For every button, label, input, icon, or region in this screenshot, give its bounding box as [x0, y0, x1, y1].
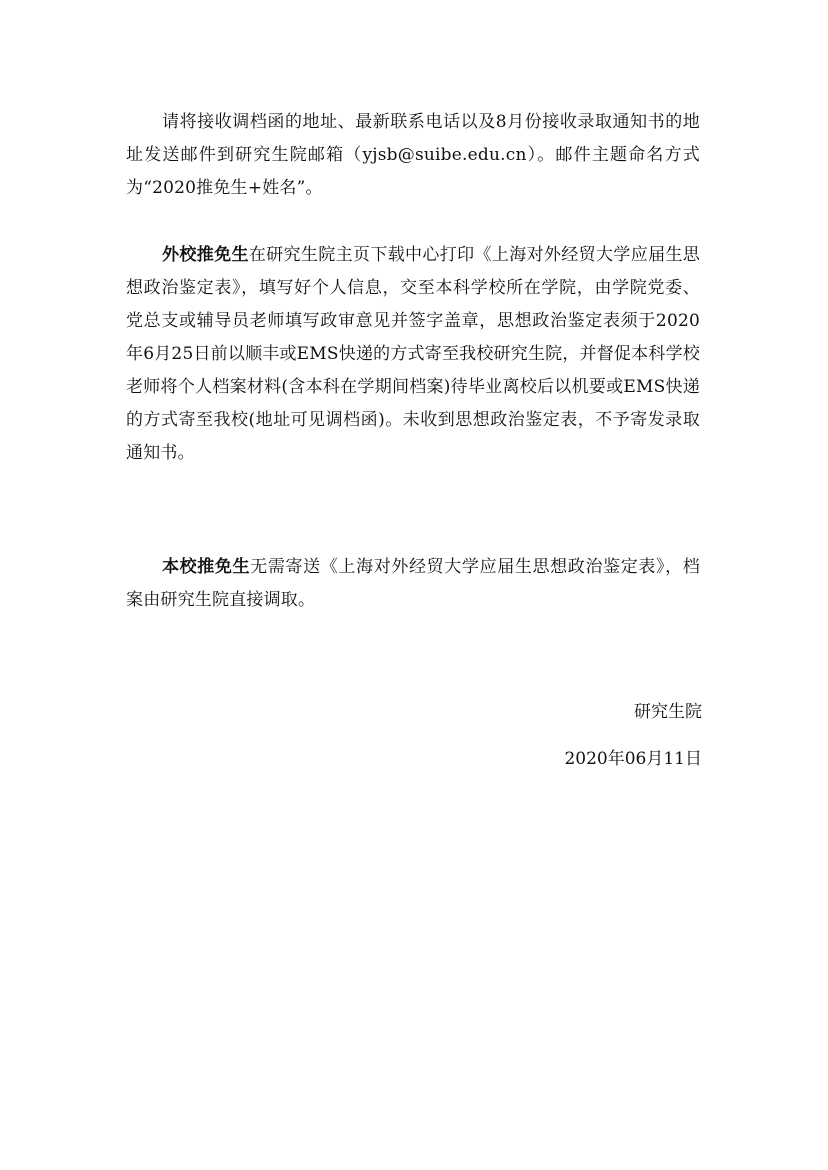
paragraph-external-students [126, 239, 700, 470]
paragraph-text: 在研究生院主页下载中心打印《上海对外经贸大学应届生思想政治鉴定表》，填写好个人信息，交至本科学校所在学院，由学院党委、党总支或辅导员老师填写政审意见并签字盖章，思想政治鉴定表须于2020年6月25日前以顺丰或EMS快递的方式寄至我校研究生院，并督促本科学校老师将个人档案材料(含本科在学期间档案)待毕业离校后以机要或EMS快递的方式寄至我校(地址可见调档函)。未收到思想政治鉴定表，不予寄发录取通知书。 [126, 245, 701, 463]
paragraph-text: 请将接收调档函的地址、最新联系电话以及8月份接收录取通知书的地址发送邮件到研究生院邮箱（yjsb@suibe.edu.cn）。邮件主题命名方式为“2020推免生+姓名”。 [126, 112, 700, 198]
paragraph-internal-students [126, 551, 700, 617]
paragraph-text: 无需寄送《上海对外经贸大学应届生思想政治鉴定表》，档案由研究生院直接调取。 [126, 557, 700, 610]
signature-organization: 研究生院 [634, 702, 702, 722]
paragraph-lead-internal: 本校推免生 [162, 557, 251, 577]
signature-date: 2020年06月11日 [564, 749, 702, 769]
paragraph-contact-instructions [126, 106, 700, 205]
paragraph-lead-external: 外校推免生 [162, 245, 249, 265]
